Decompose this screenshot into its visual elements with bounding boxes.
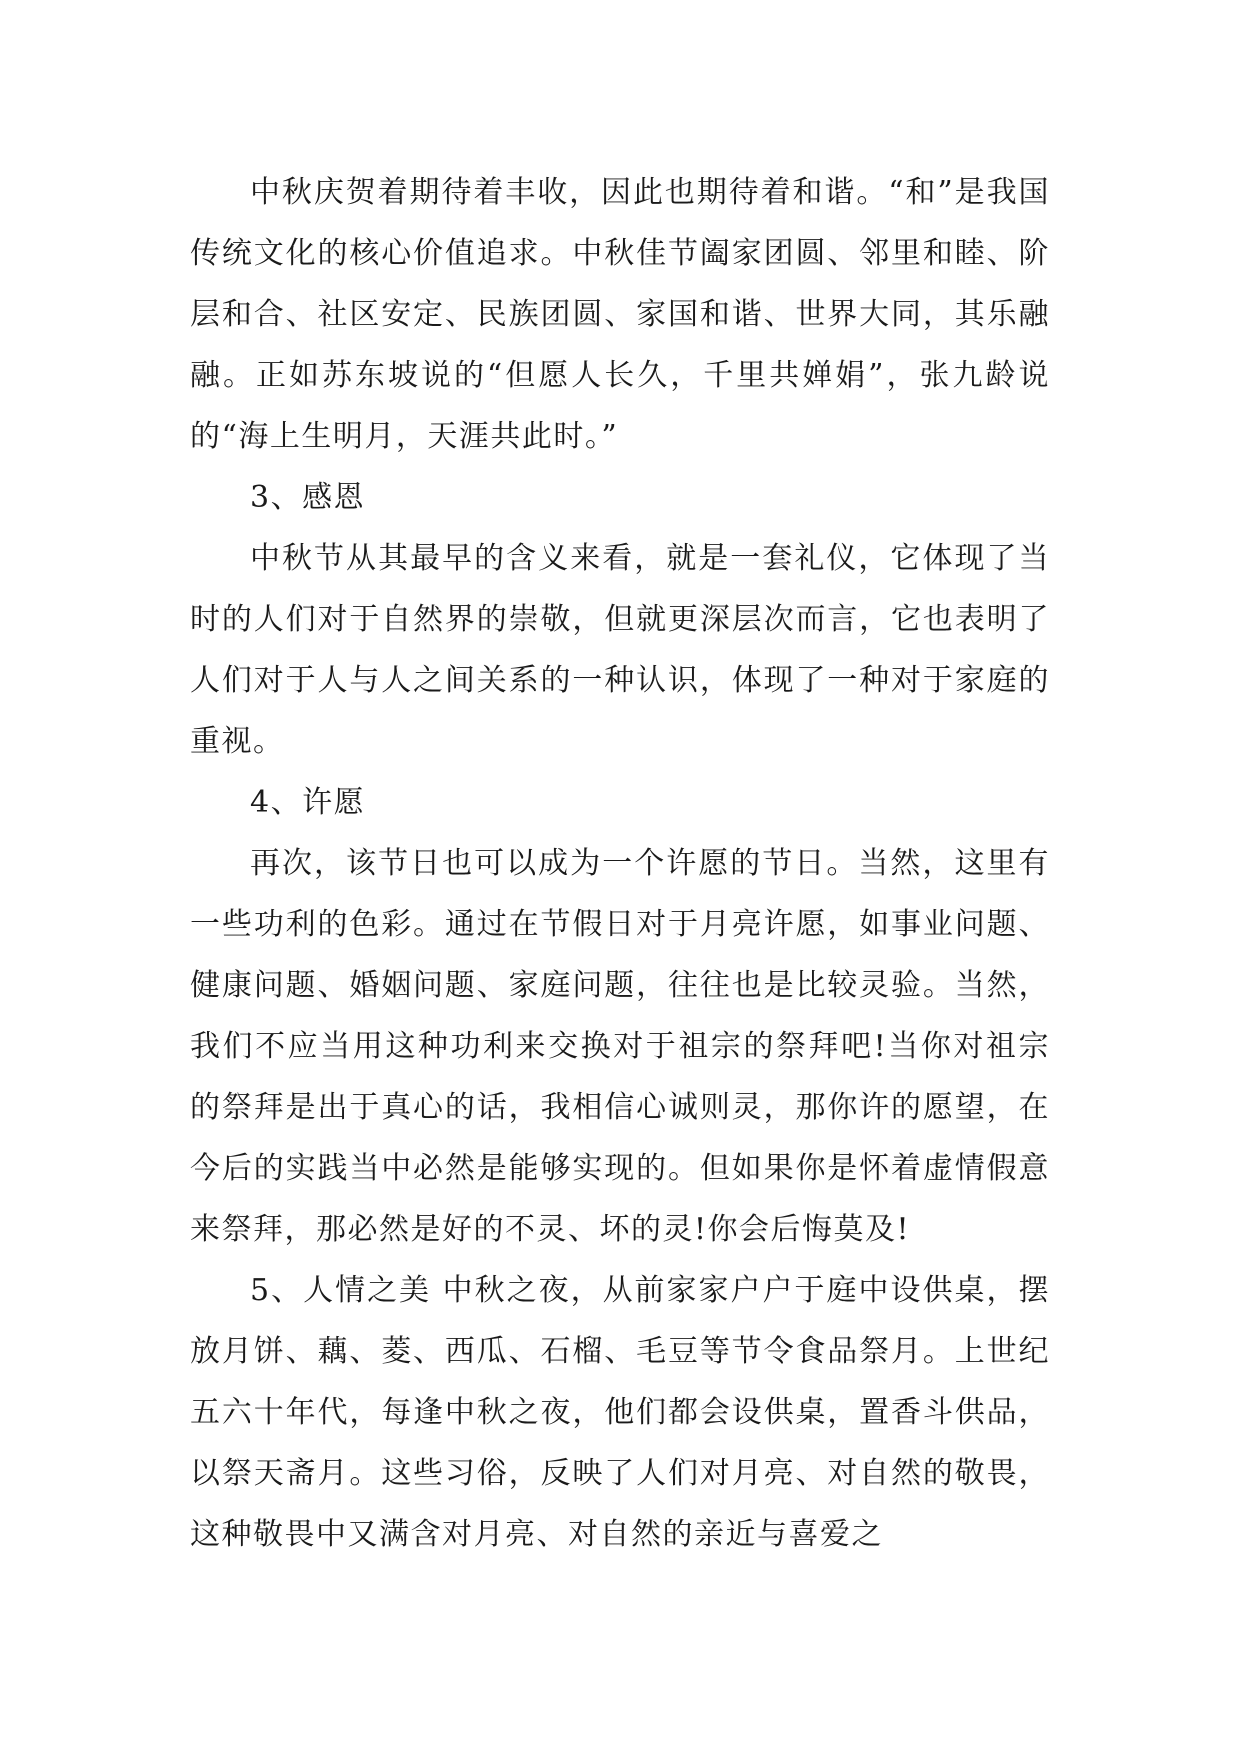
paragraph-gratitude: 中秋节从其最早的含义来看，就是一套礼仪，它体现了当时的人们对于自然界的崇敬，但就更深层次而言，它也表明了人们对于人与人之间关系的一种认识，体现了一种对于家庭的重视。 [190, 541, 1050, 759]
section-heading-wishes: 4、许愿 [250, 785, 366, 820]
paragraph-wishes: 再次，该节日也可以成为一个许愿的节日。当然，这里有一些功利的色彩。通过在节假日对于月亮许愿，如事业问题、健康问题、婚姻问题、家庭问题，往往也是比较灵验。当然，我们不应当用这种功利来交换对于祖宗的祭拜吧!当你对祖宗的祭拜是出于真心的话，我相信心诚则灵，那你许的愿望，在今后的实践当中必然是能够实现的。但如果你是怀着虚情假意来祭拜，那必然是好的不灵、坏的灵!你会后悔莫及! [190, 846, 1050, 1247]
document-body [190, 162, 1050, 1565]
paragraph-human-beauty: 5、人情之美 中秋之夜，从前家家户户于庭中设供桌，摆放月饼、藕、菱、西瓜、石榴、毛豆等节令食品祭月。上世纪五六十年代，每逢中秋之夜，他们都会设供桌，置香斗供品，以祭天斋月。这些习俗，反映了人们对月亮、对自然的敬畏，这种敬畏中又满含对月亮、对自然的亲近与喜爱之 [190, 1273, 1050, 1552]
paragraph-harmony: 中秋庆贺着期待着丰收，因此也期待着和谐。“和”是我国传统文化的核心价值追求。中秋佳节阖家团圆、邻里和睦、阶层和合、社区安定、民族团圆、家国和谐、世界大同，其乐融融。正如苏东坡说的“但愿人长久，千里共婵娟”，张九龄说的“海上生明月，天涯共此时。” [190, 175, 1050, 454]
section-heading-gratitude: 3、感恩 [250, 480, 366, 515]
